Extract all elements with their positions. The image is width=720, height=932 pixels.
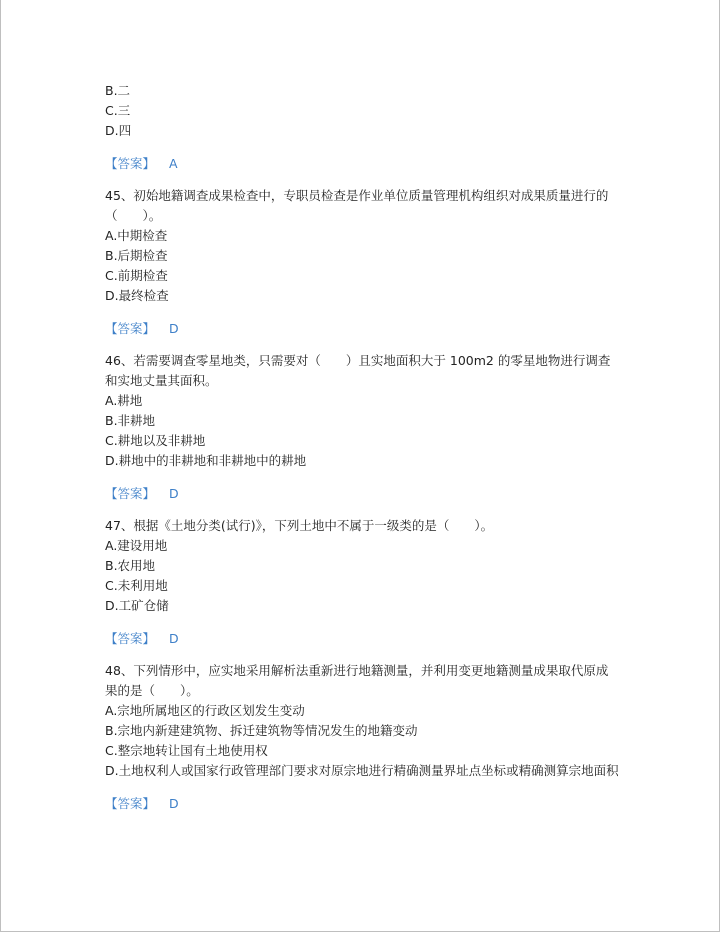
option: B.二 (105, 83, 131, 98)
option: C.未利用地 (105, 578, 168, 593)
option: A.建设用地 (105, 538, 168, 553)
answer-value: D (169, 796, 179, 811)
page-border-left (0, 0, 1, 932)
answer-line (105, 319, 620, 339)
question-text: 48、下列情形中，应实地采用解析法重新进行地籍测量，并利用变更地籍测量成果取代原成果的是（ ）。 (105, 663, 609, 698)
option: B.后期检查 (105, 248, 168, 263)
question-text: 47、根据《土地分类(试行)》，下列土地中不属于一级类的是（ ）。 (105, 518, 494, 533)
question-text: 45、初始地籍调查成果检查中，专职员检查是作业单位质量管理机构组织对成果质量进行的（ ）。 (105, 188, 609, 223)
answer-line (105, 154, 620, 174)
option: D.最终检查 (105, 288, 169, 303)
answer-value: D (169, 321, 179, 336)
option: A.中期检查 (105, 228, 168, 243)
answer-value: D (169, 486, 179, 501)
option: C.前期检查 (105, 268, 168, 283)
option: C.耕地以及非耕地 (105, 433, 206, 448)
option: D.四 (105, 123, 132, 138)
question-text: 46、若需要调查零星地类，只需要对（ ）且实地面积大于 100m2 的零星地物进行调查和实地丈量其面积。 (105, 353, 611, 388)
option: D.耕地中的非耕地和非耕地中的耕地 (105, 453, 307, 468)
option: A.耕地 (105, 393, 143, 408)
question-47 (105, 516, 620, 649)
answer-label: 【答案】 (105, 321, 156, 336)
answer-label: 【答案】 (105, 631, 156, 646)
answer-label: 【答案】 (105, 796, 156, 811)
option: B.非耕地 (105, 413, 156, 428)
document-body (105, 81, 620, 826)
option: B.宗地内新建建筑物、拆迁建筑物等情况发生的地籍变动 (105, 723, 418, 738)
question-45 (105, 186, 620, 339)
option: D.工矿仓储 (105, 598, 169, 613)
option: D.土地权利人或国家行政管理部门要求对原宗地进行精确测量界址点坐标或精确测算宗地面积 (105, 763, 619, 778)
answer-value: A (169, 156, 178, 171)
answer-label: 【答案】 (105, 486, 156, 501)
prev-question-block (105, 81, 620, 174)
option: C.三 (105, 103, 131, 118)
answer-line (105, 629, 620, 649)
option: C.整宗地转让国有土地使用权 (105, 743, 268, 758)
option: B.农用地 (105, 558, 156, 573)
answer-line (105, 794, 620, 814)
question-48 (105, 661, 620, 814)
answer-line (105, 484, 620, 504)
option: A.宗地所属地区的行政区划发生变动 (105, 703, 305, 718)
answer-value: D (169, 631, 179, 646)
answer-label: 【答案】 (105, 156, 156, 171)
question-46 (105, 351, 620, 504)
